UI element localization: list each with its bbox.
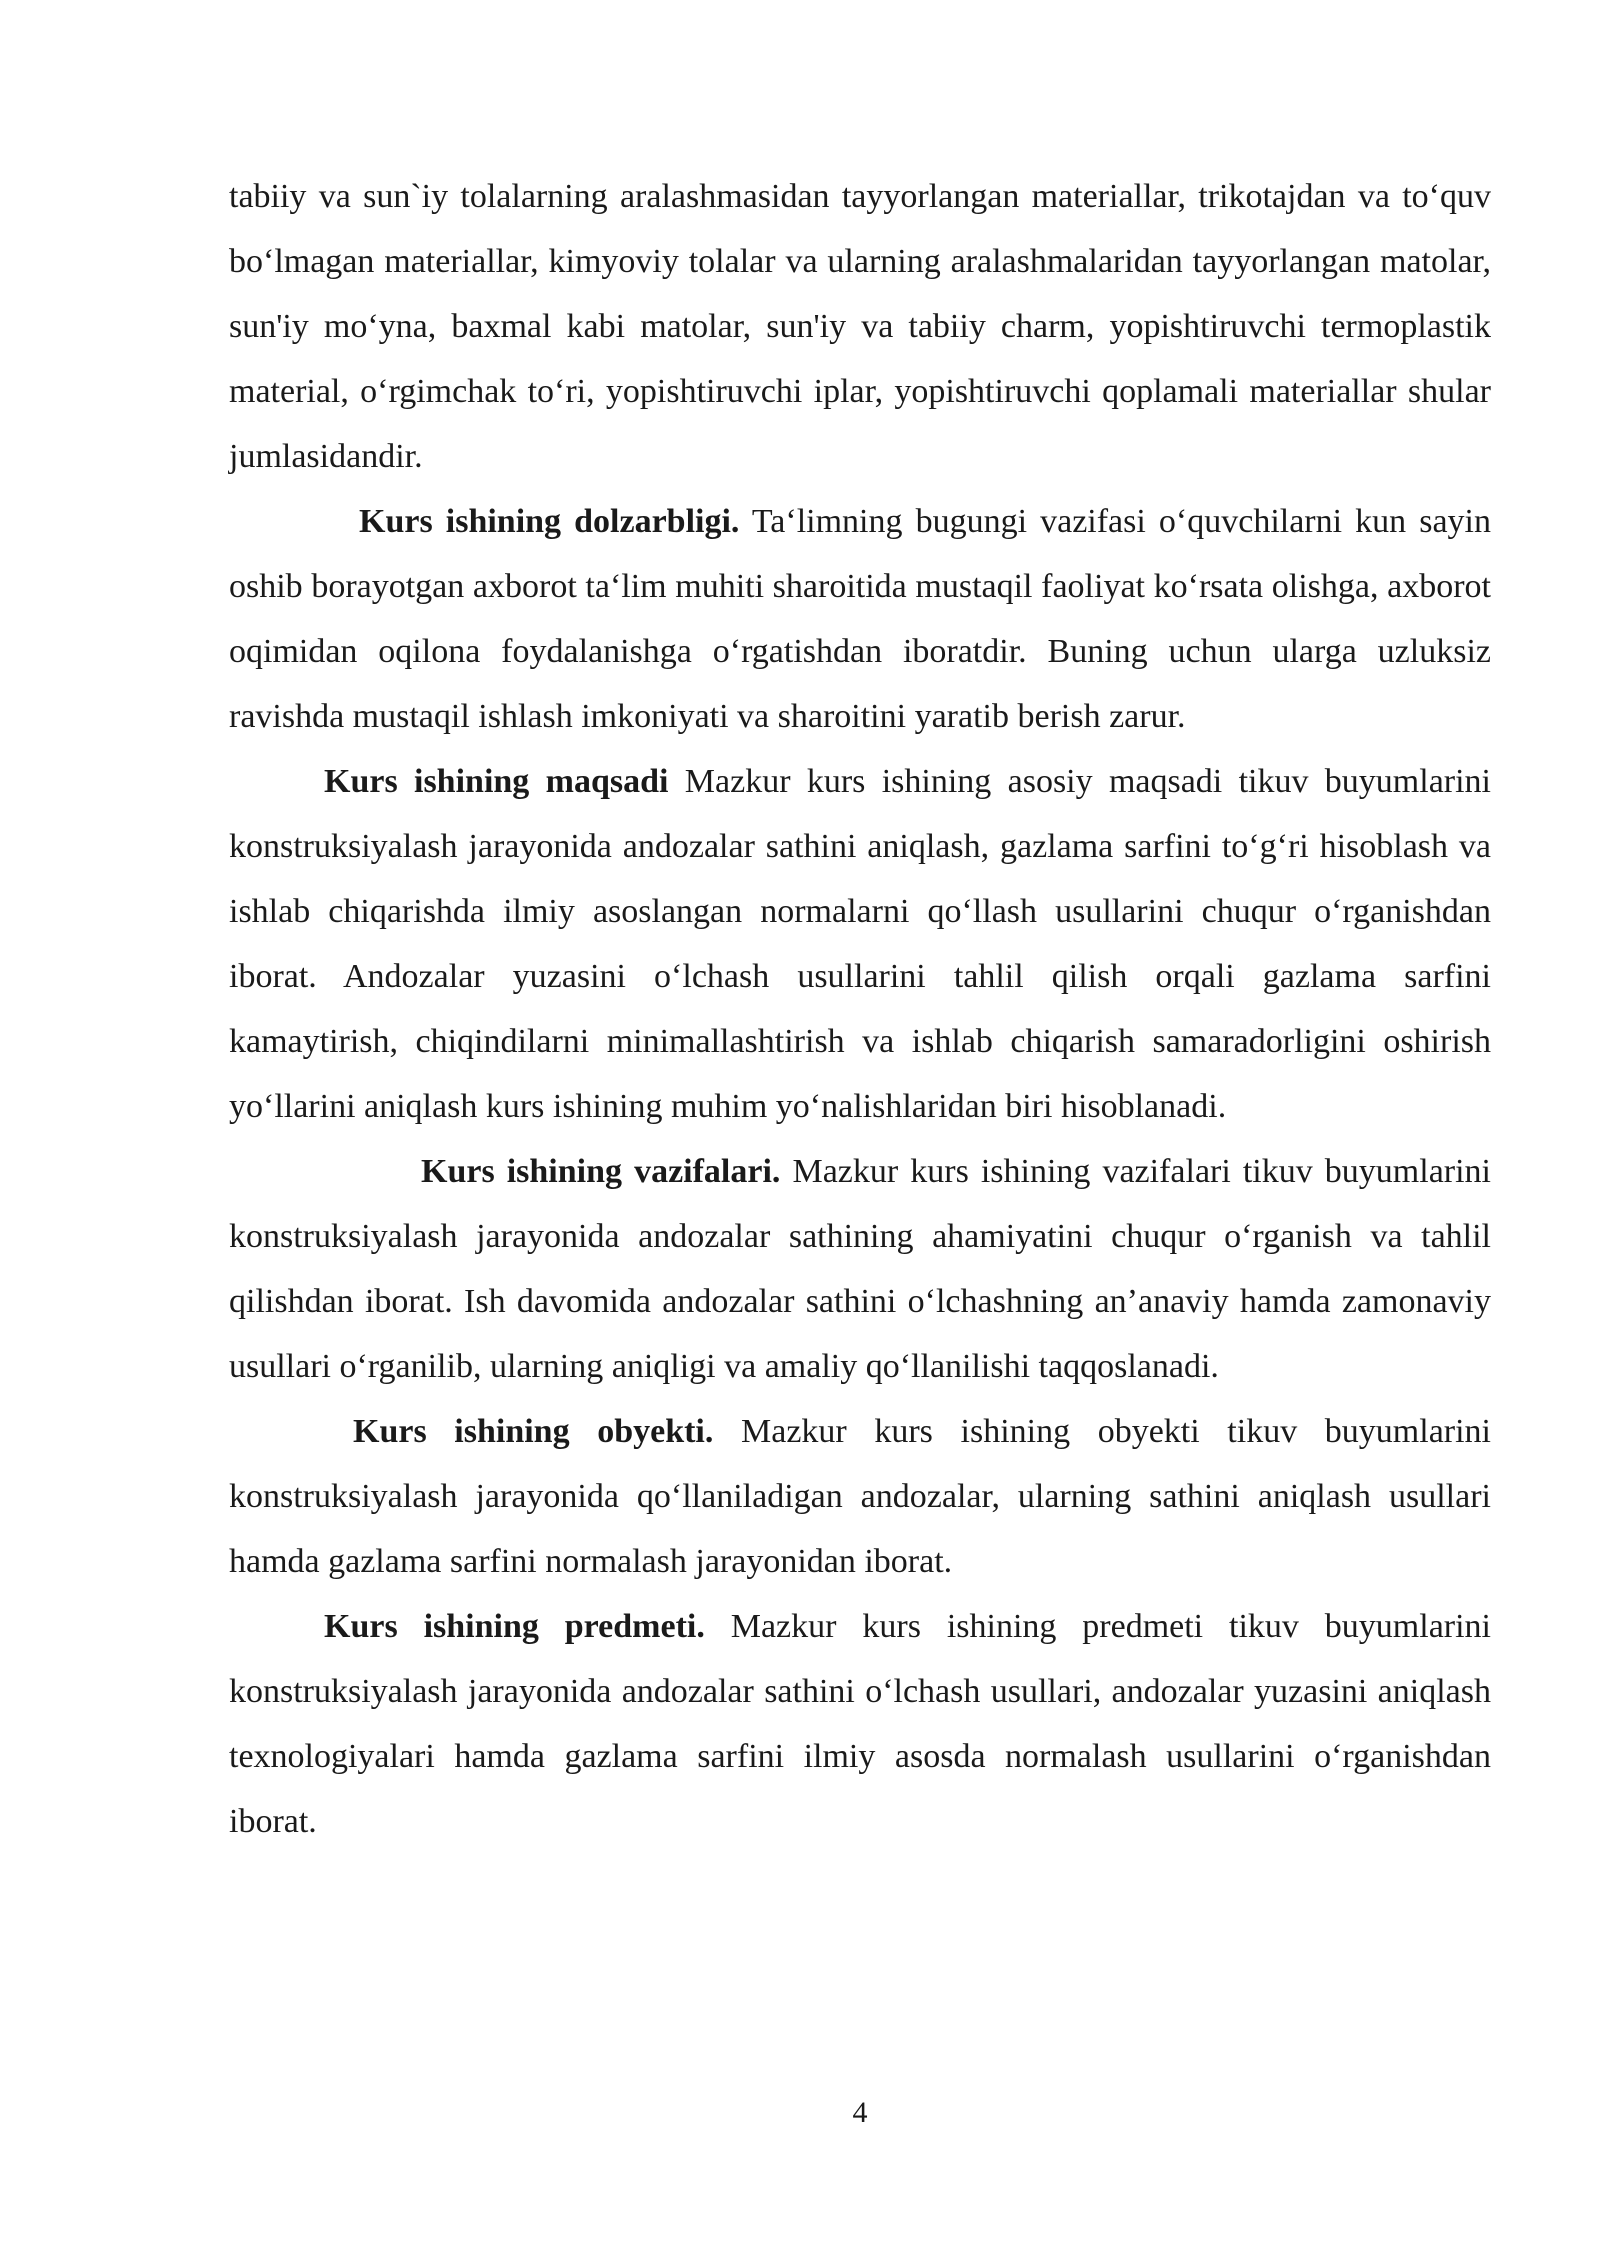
paragraph-body: tabiiy va sun`iy tolalarning aralashmasidan tayyorlangan materiallar, trikotajdan va to‘quv bo‘lmagan materiallar, kimyoviy tolalar va ularning aralashmalaridan tayyorlangan matolar, sun'iy mo‘yna, baxmal kabi matolar, sun'iy va tabiiy charm, yopishtiruvchi termoplastik material, o‘rgimchak to‘ri, yopishtiruvchi iplar, yopishtiruvchi qoplamali materiallar shular jumlasidandir. (229, 178, 1491, 475)
heading-relevance: Kurs ishining dolzarbligi. (359, 503, 740, 540)
paragraph-body: Mazkur kurs ishining asosiy maqsadi tikuv buyumlarini konstruksiyalash jarayonida andozalar sathini aniqlash, gazlama sarfini to‘g‘ri hisoblash va ishlab chiqarishda ilmiy asoslangan normalarni qo‘llash usullarini chuqur o‘rganishdan iborat. Andozalar yuzasini o‘lchash usullarini tahlil qilish orqali gazlama sarfini kamaytirish, chiqindilarni minimallashtirish va ishlab chiqarish samaradorligini oshirish yo‘llarini aniqlash kurs ishining muhim yo‘nalishlaridan biri hisoblanadi. (229, 763, 1491, 1125)
paragraph-relevance (229, 489, 1491, 749)
heading-object: Kurs ishining obyekti. (353, 1413, 714, 1450)
paragraph-body: Mazkur kurs ishining obyekti tikuv buyumlarini konstruksiyalash jarayonida qo‘llaniladigan andozalar, ularning sathini aniqlash usullari hamda gazlama sarfini normalash jarayonidan iborat. (229, 1413, 1492, 1580)
paragraph-object (229, 1399, 1491, 1594)
paragraph-goal (229, 749, 1491, 1139)
page-number: 4 (852, 2096, 868, 2129)
paragraph-subject (229, 1594, 1491, 1854)
paragraph-body: Mazkur kurs ishining vazifalari tikuv buyumlarini konstruksiyalash jarayonida andozalar sathining ahamiyatini chuqur o‘rganish va tahlil qilishdan iborat. Ish davomida andozalar sathini o‘lchashning an’anaviy hamda zamonaviy usullari o‘rganilib, ularning aniqligi va amaliy qo‘llanilishi taqqoslanadi. (229, 1153, 1491, 1385)
document-body (229, 164, 1491, 1854)
paragraph-tasks (229, 1139, 1491, 1399)
heading-subject: Kurs ishining predmeti. (324, 1608, 705, 1645)
paragraph-materials (229, 164, 1491, 489)
paragraph-body: Ta‘limning bugungi vazifasi o‘quvchilarni kun sayin oshib borayotgan axborot ta‘lim muhiti sharoitida mustaqil faoliyat ko‘rsata olishga, axborot oqimidan oqilona foydalanishga o‘rgatishdan iboratdir. Buning uchun ularga uzluksiz ravishda mustaqil ishlash imkoniyati va sharoitini yaratib berish zarur. (229, 503, 1492, 735)
heading-goal: Kurs ishining maqsadi (324, 763, 669, 800)
heading-tasks: Kurs ishining vazifalari. (421, 1153, 781, 1190)
paragraph-body: Mazkur kurs ishining predmeti tikuv buyumlarini konstruksiyalash jarayonida andozalar sathini o‘lchash usullari, andozalar yuzasini aniqlash texnologiyalari hamda gazlama sarfini ilmiy asosda normalash usullarini o‘rganishdan iborat. (229, 1608, 1492, 1840)
